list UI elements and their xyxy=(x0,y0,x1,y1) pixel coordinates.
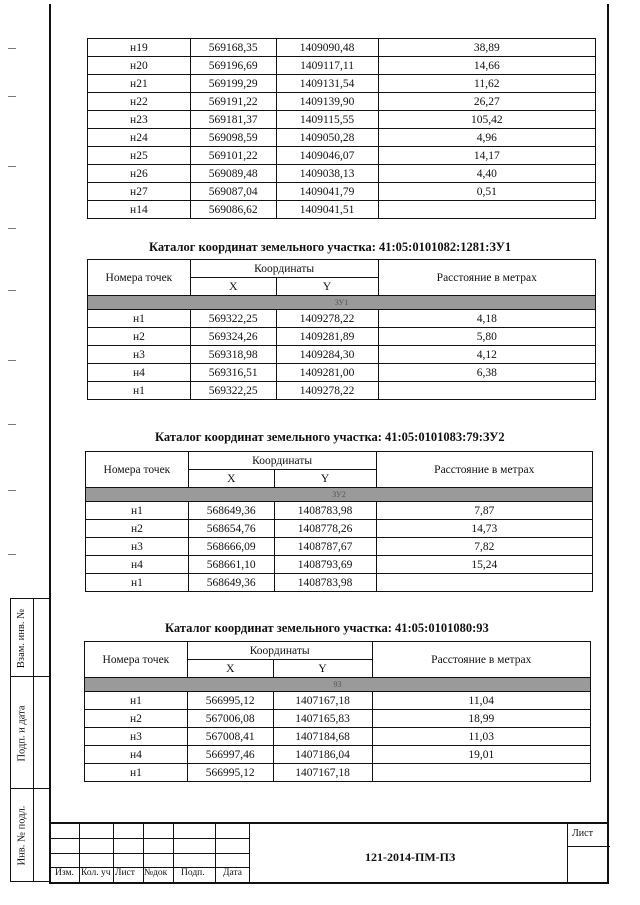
table-row xyxy=(88,165,596,183)
header-x: X xyxy=(188,470,274,488)
coord-y: 1407186,04 xyxy=(273,746,372,764)
coord-x: 566995,12 xyxy=(187,764,273,782)
distance: 14,66 xyxy=(378,57,596,75)
distance: 5,80 xyxy=(378,328,596,346)
coord-x: 569168,35 xyxy=(190,39,276,57)
parcel-band: ЗУ2 xyxy=(86,488,593,502)
header-points: Номера точек xyxy=(88,260,191,296)
coord-y: 1409278,22 xyxy=(276,382,378,400)
header-y: Y xyxy=(276,278,378,296)
table-row xyxy=(88,310,596,328)
header-x: X xyxy=(187,660,273,678)
table-row xyxy=(88,129,596,147)
coord-x: 569101,22 xyxy=(190,147,276,165)
header-row xyxy=(85,642,591,660)
point-id: н1 xyxy=(88,310,191,328)
coord-y: 1408787,67 xyxy=(274,538,376,556)
point-id: н27 xyxy=(88,183,191,201)
table-row xyxy=(88,93,596,111)
point-id: н23 xyxy=(88,111,191,129)
coord-x: 569191,22 xyxy=(190,93,276,111)
coord-y: 1409117,11 xyxy=(276,57,378,75)
coordinate-table-zu2 xyxy=(85,451,593,592)
podp-label: Подп. и дата xyxy=(16,704,28,762)
distance: 0,51 xyxy=(378,183,596,201)
distance: 26,27 xyxy=(378,93,596,111)
header-distance: Расстояние в метрах xyxy=(376,452,593,488)
stamp-ndok: №док xyxy=(144,868,168,878)
coord-y: 1409281,00 xyxy=(276,364,378,382)
distance: 19,01 xyxy=(372,746,590,764)
distance: 7,82 xyxy=(376,538,593,556)
inv-label: Инв. № подл. xyxy=(16,805,28,865)
catalog-title-zu2: Каталог координат земельного участка: 41:05:0101083:79:ЗУ2 xyxy=(155,430,505,444)
header-y: Y xyxy=(274,470,376,488)
coordinate-table-continuation xyxy=(87,38,596,219)
header-coords: Координаты xyxy=(190,260,378,278)
title-block xyxy=(49,822,609,884)
header-row xyxy=(86,452,593,470)
distance: 14,73 xyxy=(376,520,593,538)
coord-y: 1409115,55 xyxy=(276,111,378,129)
coord-y: 1409131,54 xyxy=(276,75,378,93)
table-row xyxy=(88,201,596,219)
header-distance: Расстояние в метрах xyxy=(372,642,590,678)
point-id: н2 xyxy=(88,328,191,346)
table-row xyxy=(88,346,596,364)
stamp-podp: Подп. xyxy=(181,868,205,878)
coord-y: 1407167,18 xyxy=(273,692,372,710)
document-code: 121-2014-ПМ-ПЗ xyxy=(365,850,456,864)
coord-x: 568654,76 xyxy=(188,520,274,538)
binding-ticks xyxy=(8,0,20,600)
table-row xyxy=(85,692,591,710)
point-id: н4 xyxy=(86,556,189,574)
inv-cell xyxy=(11,789,49,881)
coord-y: 1409090,48 xyxy=(276,39,378,57)
coord-y: 1409038,13 xyxy=(276,165,378,183)
table-row xyxy=(88,183,596,201)
distance xyxy=(376,574,593,592)
distance: 11,04 xyxy=(372,692,590,710)
point-id: н20 xyxy=(88,57,191,75)
distance: 4,12 xyxy=(378,346,596,364)
coord-y: 1409284,30 xyxy=(276,346,378,364)
distance: 7,87 xyxy=(376,502,593,520)
point-id: н14 xyxy=(88,201,191,219)
table-row xyxy=(85,746,591,764)
sheet-label: Лист xyxy=(572,828,593,839)
header-distance: Расстояние в метрах xyxy=(378,260,596,296)
coord-x: 568661,10 xyxy=(188,556,274,574)
vzam-cell xyxy=(11,599,49,677)
distance: 6,38 xyxy=(378,364,596,382)
table-row xyxy=(86,502,593,520)
coord-x: 567006,08 xyxy=(187,710,273,728)
coord-x: 567008,41 xyxy=(187,728,273,746)
coord-x: 569196,69 xyxy=(190,57,276,75)
coord-y: 1407184,68 xyxy=(273,728,372,746)
parcel-band-row xyxy=(86,488,593,502)
point-id: н1 xyxy=(85,764,188,782)
coord-y: 1409050,28 xyxy=(276,129,378,147)
coord-x: 569322,25 xyxy=(190,382,276,400)
coord-y: 1408783,98 xyxy=(274,574,376,592)
table-row xyxy=(88,364,596,382)
point-id: н2 xyxy=(86,520,189,538)
coord-x: 569098,59 xyxy=(190,129,276,147)
table-body xyxy=(88,39,596,219)
coord-y: 1409281,89 xyxy=(276,328,378,346)
podp-cell xyxy=(11,677,49,789)
coord-y: 1409278,22 xyxy=(276,310,378,328)
coord-y: 1408778,26 xyxy=(274,520,376,538)
stamp-data: Дата xyxy=(223,868,242,878)
coord-y: 1409041,51 xyxy=(276,201,378,219)
point-id: н3 xyxy=(88,346,191,364)
stamp-kol: Кол. уч xyxy=(81,868,111,878)
point-id: н1 xyxy=(86,574,189,592)
coordinate-table-93 xyxy=(84,641,591,782)
header-coords: Координаты xyxy=(187,642,372,660)
stamp-list: Лист xyxy=(115,868,135,878)
table-row xyxy=(86,574,593,592)
parcel-band: 93 xyxy=(85,678,591,692)
catalog-title-93: Каталог координат земельного участка: 41:05:0101080:93 xyxy=(165,621,489,635)
coord-x: 569322,25 xyxy=(190,310,276,328)
point-id: н1 xyxy=(88,382,191,400)
vzam-label: Взам. инв. № xyxy=(16,608,28,668)
distance xyxy=(378,382,596,400)
coord-x: 566997,46 xyxy=(187,746,273,764)
coord-y: 1408793,69 xyxy=(274,556,376,574)
point-id: н19 xyxy=(88,39,191,57)
distance xyxy=(378,201,596,219)
coord-x: 569181,37 xyxy=(190,111,276,129)
header-points: Номера точек xyxy=(85,642,188,678)
table-row xyxy=(88,75,596,93)
point-id: н4 xyxy=(88,364,191,382)
table-row xyxy=(86,556,593,574)
coord-x: 569318,98 xyxy=(190,346,276,364)
coord-y: 1407165,83 xyxy=(273,710,372,728)
table-body xyxy=(85,642,591,782)
table-row xyxy=(88,147,596,165)
table-row xyxy=(85,728,591,746)
distance: 18,99 xyxy=(372,710,590,728)
header-x: X xyxy=(190,278,276,296)
coord-x: 566995,12 xyxy=(187,692,273,710)
distance: 15,24 xyxy=(376,556,593,574)
point-id: н1 xyxy=(85,692,188,710)
distance: 14,17 xyxy=(378,147,596,165)
point-id: н1 xyxy=(86,502,189,520)
sheet-box xyxy=(567,824,609,884)
coordinate-table-zu1 xyxy=(87,259,596,400)
point-id: н21 xyxy=(88,75,191,93)
table-row xyxy=(88,382,596,400)
coord-x: 569316,51 xyxy=(190,364,276,382)
coord-x: 569087,04 xyxy=(190,183,276,201)
binding-strip xyxy=(10,598,49,882)
point-id: н22 xyxy=(88,93,191,111)
header-coords: Координаты xyxy=(188,452,376,470)
distance: 105,42 xyxy=(378,111,596,129)
distance: 4,40 xyxy=(378,165,596,183)
point-id: н26 xyxy=(88,165,191,183)
header-row xyxy=(88,260,596,278)
coord-y: 1409139,90 xyxy=(276,93,378,111)
stamp-izm: Изм. xyxy=(55,868,74,878)
coord-x: 568649,36 xyxy=(188,502,274,520)
coord-x: 569089,48 xyxy=(190,165,276,183)
coord-x: 568666,09 xyxy=(188,538,274,556)
table-body xyxy=(88,260,596,400)
table-row xyxy=(88,57,596,75)
table-row xyxy=(88,111,596,129)
coord-x: 569324,26 xyxy=(190,328,276,346)
coord-y: 1408783,98 xyxy=(274,502,376,520)
parcel-band-row xyxy=(85,678,591,692)
table-row xyxy=(88,39,596,57)
distance: 11,62 xyxy=(378,75,596,93)
distance: 4,96 xyxy=(378,129,596,147)
table-row xyxy=(88,328,596,346)
table-row xyxy=(86,520,593,538)
point-id: н4 xyxy=(85,746,188,764)
parcel-band-row xyxy=(88,296,596,310)
coord-y: 1407167,18 xyxy=(273,764,372,782)
distance: 11,03 xyxy=(372,728,590,746)
header-points: Номера точек xyxy=(86,452,189,488)
point-id: н3 xyxy=(85,728,188,746)
parcel-band: ЗУ1 xyxy=(88,296,596,310)
coord-x: 568649,36 xyxy=(188,574,274,592)
catalog-title-zu1: Каталог координат земельного участка: 41:05:0101082:1281:ЗУ1 xyxy=(149,240,512,254)
distance: 4,18 xyxy=(378,310,596,328)
point-id: н24 xyxy=(88,129,191,147)
distance xyxy=(372,764,590,782)
header-y: Y xyxy=(273,660,372,678)
coord-y: 1409046,07 xyxy=(276,147,378,165)
point-id: н3 xyxy=(86,538,189,556)
coord-y: 1409041,79 xyxy=(276,183,378,201)
point-id: н2 xyxy=(85,710,188,728)
coord-x: 569199,29 xyxy=(190,75,276,93)
table-row xyxy=(85,710,591,728)
coord-x: 569086,62 xyxy=(190,201,276,219)
table-body xyxy=(86,452,593,592)
table-row xyxy=(86,538,593,556)
distance: 38,89 xyxy=(378,39,596,57)
table-row xyxy=(85,764,591,782)
point-id: н25 xyxy=(88,147,191,165)
